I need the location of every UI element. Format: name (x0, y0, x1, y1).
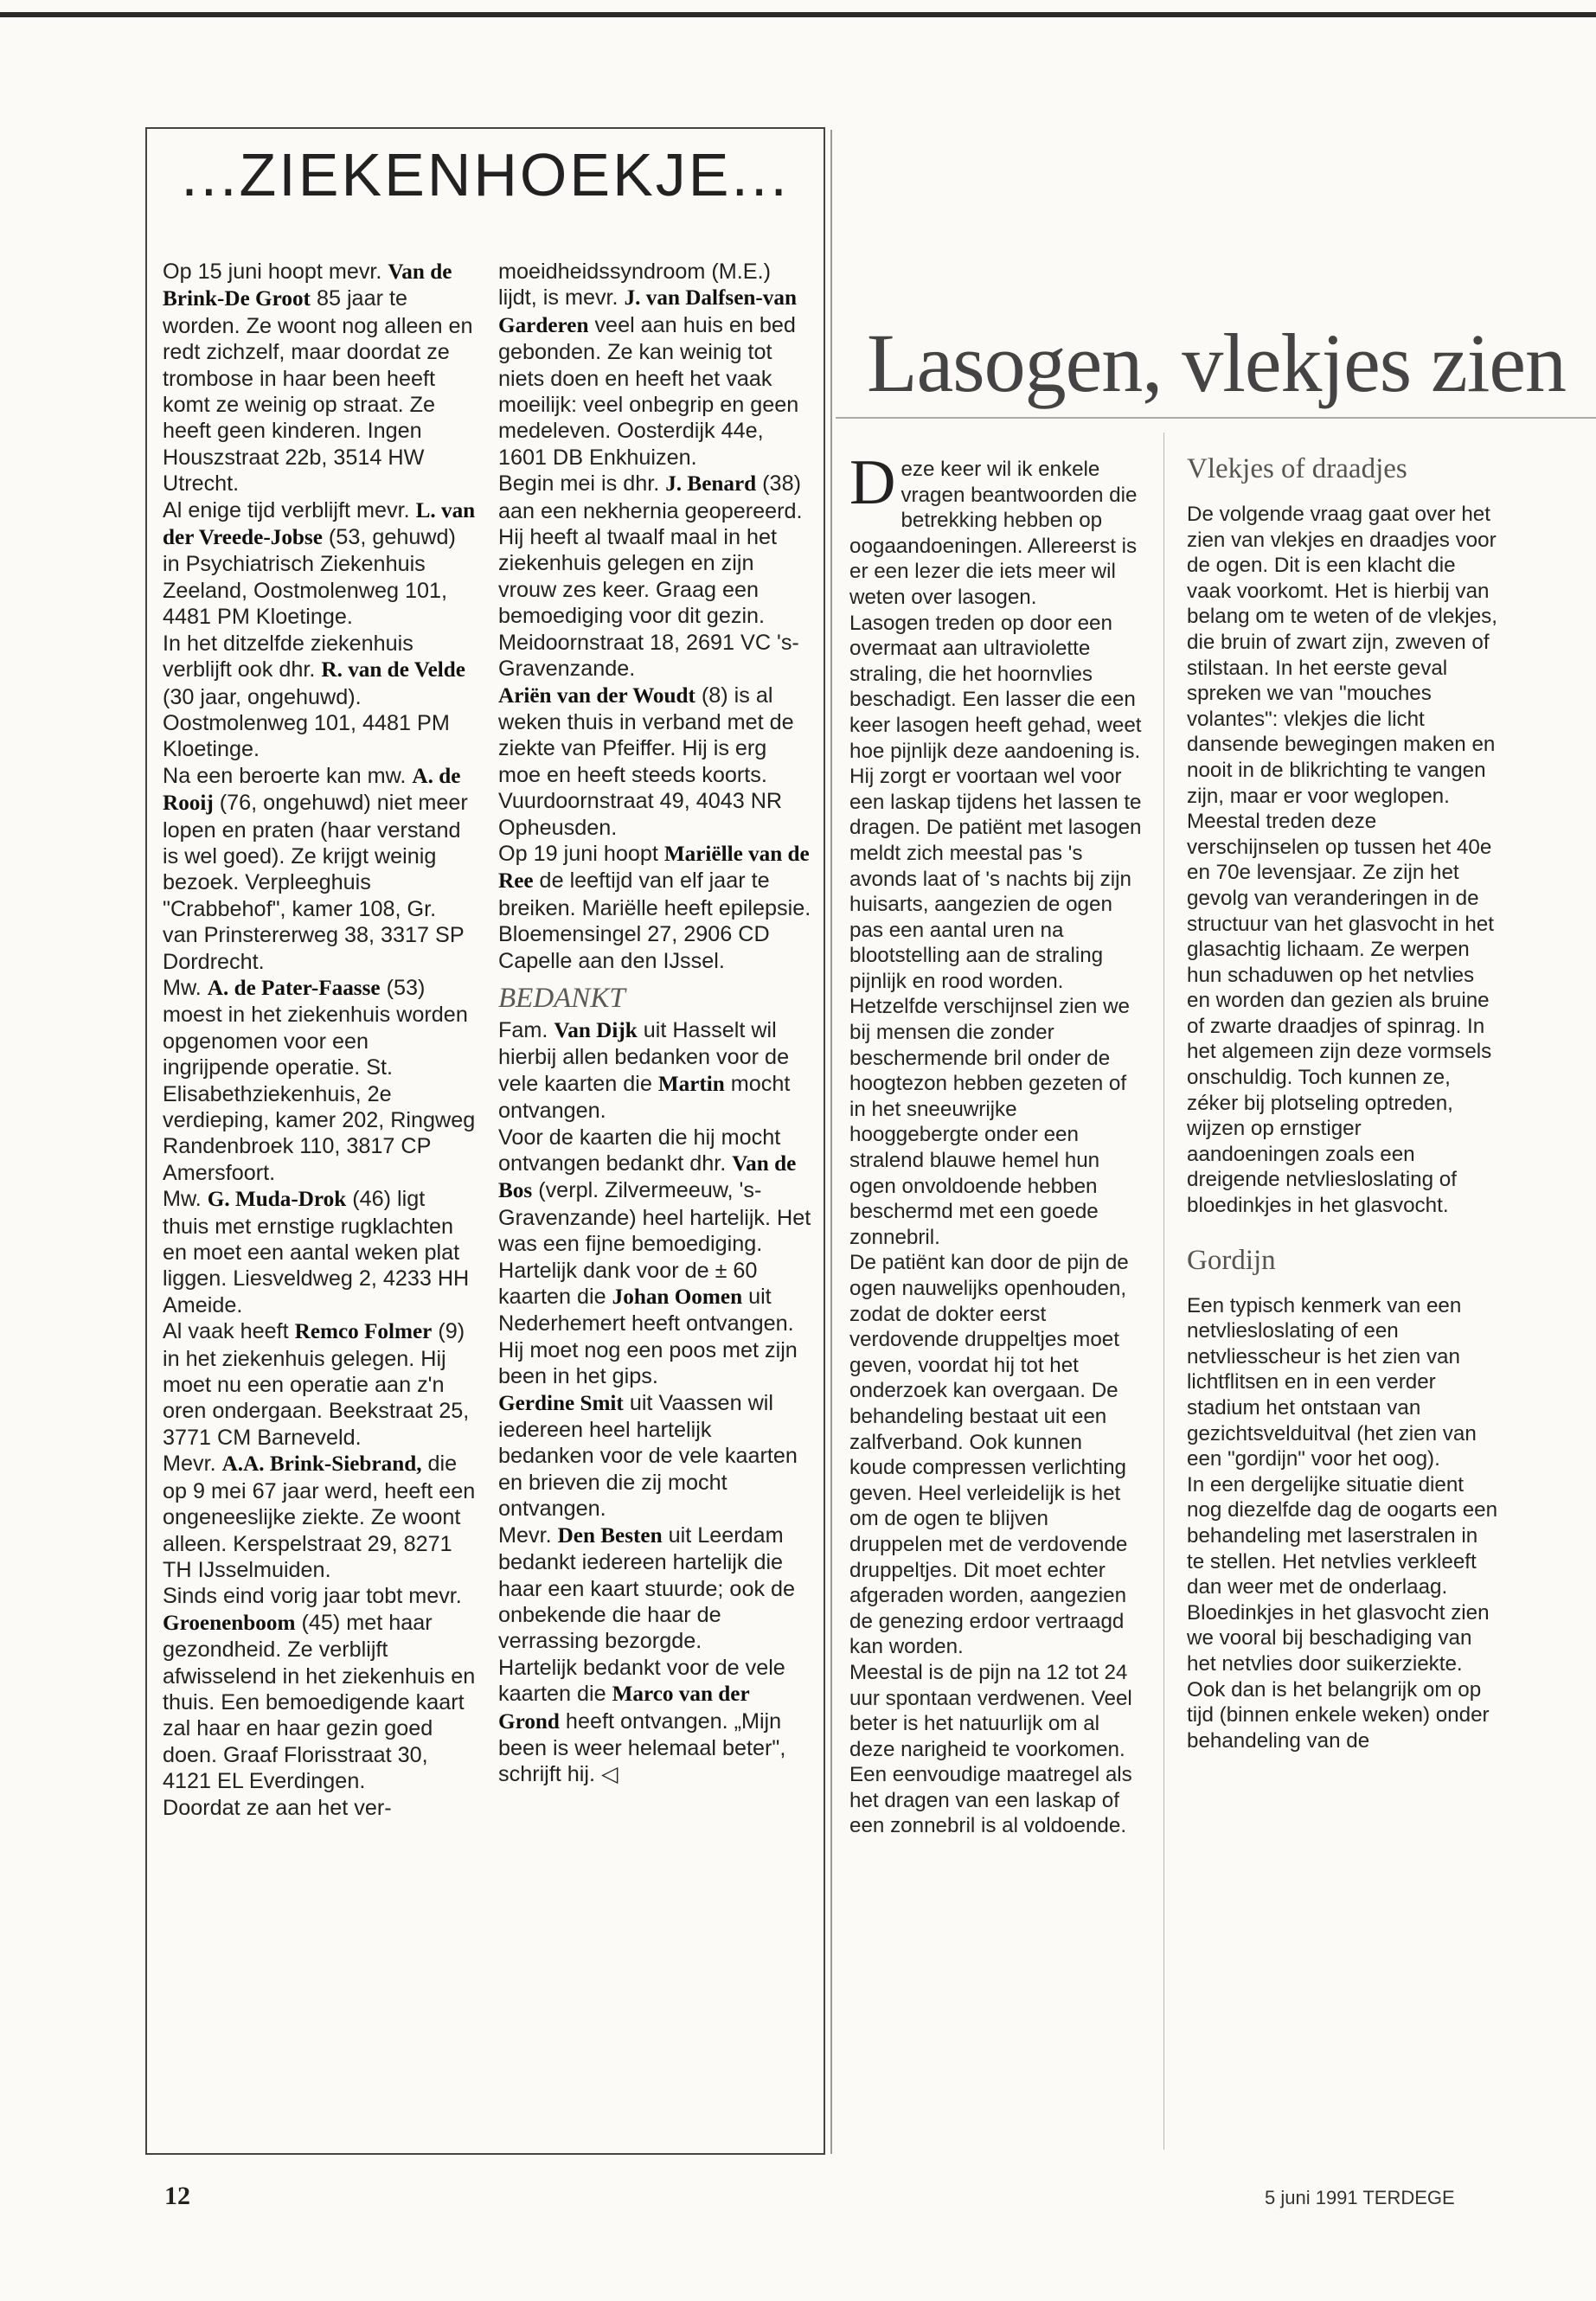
page-number: 12 (164, 2182, 190, 2210)
subheading-vlekjes: Vlekjes of draadjes (1187, 453, 1407, 484)
thanks-item: Mevr. Den Besten uit Leerdam bedankt iedereen hartelijk die haar een kaart stuurde; ook de onbekende die haar de verrassing bezorgde. (498, 1522, 796, 1654)
thanks-item: Hartelijk dank voor de ± 60 kaarten die Johan Oomen uit Nederhemert heeft ontvangen. Hij moet nog een poos met zijn been in het gips. (498, 1258, 798, 1389)
notice-item: Op 15 juni hoopt mevr. Van de Brink-De Groot 85 jaar te worden. Ze woont nog alleen en redt zichzelf, maar doordat ze trombose in haar been heeft komt ze weinig op straat. Ze heeft geen kinderen. Ingen Houszstraat 22b, 3514 HW Utrecht. (163, 260, 473, 497)
thanks-item: Fam. Van Dijk uit Hasselt wil hierbij allen bedanken voor de vele kaarten die Martin mocht ontvangen. (498, 1017, 791, 1124)
notice-item: Doordat ze aan het ver- (163, 1795, 392, 1820)
article-paragraph: Een typisch kenmerk van een netvliesloslating of een netvliesscheur is het zien van lichtflitsen en in een verder stadium het ontstaan van gezichtsvelduitval (het zien van een "gordijn" voor het oog). (1187, 1293, 1477, 1471)
article-paragraph: Lasogen treden op door een overmaat aan ultraviolette straling, die het hoornvlies beschadigt. Een lasser die een keer lasogen heeft gehad, weet hoe pijnlijk deze aandoening is. Hij zorgt er voortaan wel voor een laskap tijdens het lassen te dragen. De patiënt met lasogen meldt zich meestal pas 's avonds laat of 's nachts bij zijn huisarts, aangezien de ogen pas een aantal uren na blootstelling aan de straling pijnlijk en rood worden. Hetzelfde verschijnsel zien we bij mensen die zonder beschermende bril onder de hoogtezon hebben gezeten of in het sneeuwrijke hooggebergte onder een stralend blauwe hemel hun ogen onvoldoende hebben beschermd met een goede zonnebril. (849, 611, 1142, 1249)
notice-item: Begin mei is dhr. J. Benard (38) aan een nekhernia geopereerd. Hij heeft al twaalf maal in het ziekenhuis gelegen en zijn vrouw zes keer. Graag een bemoediging voor dit gezin. Meidoornstraat 18, 2691 VC 's-Gravenzande. (498, 471, 803, 682)
bedankt-heading: BEDANKT (498, 982, 625, 1014)
notice-item: Ariën van der Woudt (8) is al weken thuis in verband met de ziekte van Pfeiffer. Hij is erg moe en heeft steeds koorts. Vuurdoornstraat 49, 4043 NR Opheusden. (498, 683, 794, 840)
article-paragraph: De patiënt kan door de pijn de ogen nauwelijks openhouden, zodat de dokter eerst verdovende druppeltjes moet geven, voordat hij tot het onderzoek kan overgaan. De behandeling bestaat uit een zalfverband. Ook kunnen koude compressen verlichting geven. Heel verleidelijk is het om de ogen te blijven druppelen met de verdovende druppeltjes. Dit moet echter afgeraden worden, aangezien de genezing erdoor vertraagd kan worden. (849, 1251, 1129, 1659)
article-paragraph: Deze keer wil ik enkele vragen beantwoorden die betrekking hebben op oogaandoeningen. Allereerst is er een lezer die iets meer wil weten over lasogen. (849, 447, 1138, 609)
notice-item: In het ditzelfde ziekenhuis verblijft ook dhr. R. van de Velde (30 jaar, ongehuwd). Oostmolenweg 101, 4481 PM Kloetinge. (163, 631, 465, 762)
ziekenhoekje-box (145, 127, 825, 2155)
article-column-1 (849, 447, 1144, 1839)
notice-item: Na een beroerte kan mw. A. de Rooij (76, ongehuwd) niet meer lopen en praten (haar verstand is wel goed). Ze krijgt weinig bezoek. Verpleeghuis "Crabbehof", kamer 108, Gr. van Prinstererweg 38, 3317 SP Dordrecht. (163, 763, 468, 974)
thanks-item: Gerdine Smit uit Vaassen wil iedereen heel hartelijk bedanken voor de vele kaarten en brieven die zij mocht ontvangen. (498, 1390, 798, 1522)
article-title-rule (836, 417, 1596, 419)
ziekenhoekje-column-1 (163, 259, 476, 1822)
article-paragraph: In een dergelijke situatie dient nog diezelfde dag de oogarts een behandeling met laserstralen in te stellen. Het netvlies verkleeft dan weer met de onderlaag. Bloedinkjes in het glasvocht zien we vooral bij beschadiging van het netvlies door suikerziekte. Ook dan is het belangrijk om op tijd (binnen enkele weken) onder behandeling van de (1187, 1472, 1498, 1753)
ziekenhoekje-title: ...ZIEKENHOEKJE... (181, 141, 790, 208)
top-rule (0, 12, 1596, 17)
notice-item: Sinds eind vorig jaar tobt mevr. Groenenboom (45) met haar gezondheid. Ze verblijft afwisselend in het ziekenhuis en thuis. Een bemoedigende kaart zal haar en haar gezin goed doen. Graaf Florisstraat 30, 4121 EL Everdingen. (163, 1584, 476, 1794)
article-paragraph: Meestal treden deze verschijnselen op tussen het 40e en 70e levensjaar. Ze zijn het gevolg van veranderingen in de structuur van het glasvocht in het glasachtig lichaam. Ze werpen hun schaduwen op het netvlies en worden dan gezien als bruine of zwarte draadjes of spinrag. In het algemeen zijn deze vormsels onschuldig. Toch kunnen ze, zéker bij plotseling optreden, wijzen op ernstiger aandoeningen zoals een dreigende netvliesloslating of bloedinkjes in het glasvocht. (1187, 810, 1494, 1218)
article-left-border (830, 130, 832, 2154)
notice-item: Al vaak heeft Remco Folmer (9) in het ziekenhuis gelegen. Hij moet nu een operatie aan z'n oren ondergaan. Beekstraat 25, 3771 CM Barneveld. (163, 1319, 470, 1450)
article-paragraph: Meestal is de pijn na 12 tot 24 uur spontaan verdwenen. Veel beter is het natuurlijk om al deze narigheid te voorkomen. Een eenvoudige maatregel als het dragen van een laskap of een zonnebril is al voldoende. (849, 1660, 1132, 1838)
notice-item: moeidheidssyndroom (M.E.) lijdt, is mevr. J. van Dalfsen-van Garderen veel aan huis en bed gebonden. Ze kan weinig tot niets doen en heeft het vaak moeilijk: veel onbegrip en geen medeleven. Oosterdijk 44e, 1601 DB Enkhuizen. (498, 260, 799, 470)
thanks-item: Voor de kaarten die hij mocht ontvangen bedankt dhr. Van de Bos (verpl. Zilvermeeuw, 's-Gravenzande) heel hartelijk. Het was een fijne bemoediging. (498, 1125, 811, 1257)
notice-item: Al enige tijd verblijft mevr. L. van der Vreede-Jobse (53, gehuwd) in Psychiatrisch Ziekenhuis Zeeland, Oostmolenweg 101, 4481 PM Kloetinge. (163, 497, 476, 630)
thanks-item: Hartelijk bedankt voor de vele kaarten die Marco van der Grond heeft ontvangen. „Mijn been is weer helemaal beter", schrijft hij. ◁ (498, 1655, 786, 1787)
article-column-2 (1187, 452, 1498, 1753)
notice-item: Mw. G. Muda-Drok (46) ligt thuis met ernstige rugklachten en moet een aantal weken plat liggen. Liesveldweg 2, 4233 HH Ameide. (163, 1187, 470, 1317)
subheading-gordijn: Gordijn (1187, 1244, 1276, 1276)
notice-item: Mw. A. de Pater-Faasse (53) moest in het ziekenhuis worden opgenomen voor een ingrijpende operatie. St. Elisabethziekenhuis, 2e verdieping, kamer 202, Ringweg Randenbroek 110, 3817 CP Amersfoort. (163, 975, 476, 1185)
drop-cap: D (849, 447, 896, 518)
notice-item: Op 19 juni hoopt Mariëlle van de Ree de leeftijd van elf jaar te breiken. Mariëlle heeft epilepsie. Bloemensingel 27, 2906 CD Capelle aan den IJssel. (498, 841, 811, 973)
publication-footer: 5 juni 1991 TERDEGE (1265, 2187, 1455, 2208)
article-paragraph: De volgende vraag gaat over het zien van vlekjes en draadjes voor de ogen. Dit is een klacht die vaak voorkomt. Het is hierbij van belang om te weten of de vlekjes, die bruin of zwart zijn, zweven of stilstaan. In het eerste geval spreken we van "mouches volantes": vlekjes die licht dansende bewegingen maken en nooit in de blikrichting te vangen zijn, maar er voor weglopen. (1187, 503, 1497, 808)
column-separator (1163, 433, 1164, 2150)
article-title: Lasogen, vlekjes zien (867, 317, 1567, 409)
notice-item: Mevr. A.A. Brink-Siebrand, die op 9 mei 67 jaar werd, heeft een ongeneeslijke ziekte. Ze woont alleen. Kerspelstraat 29, 8271 TH IJsselmuiden. (163, 1452, 476, 1582)
ziekenhoekje-column-2 (498, 259, 811, 1788)
